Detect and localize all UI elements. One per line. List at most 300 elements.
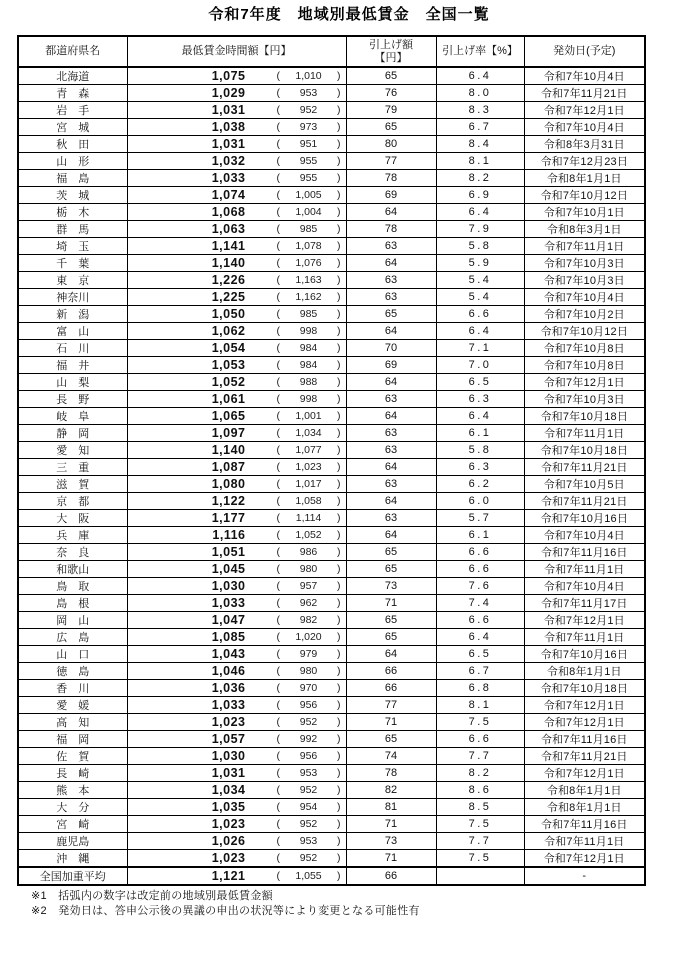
paren-close: ): [337, 291, 341, 303]
wage-cell: [127, 697, 346, 714]
effective-date-cell: 令和7年10月18日: [524, 680, 645, 697]
paren-open: (: [276, 172, 280, 184]
rate-cell: 7.5: [436, 850, 524, 868]
previous-wage: [277, 733, 341, 745]
wage-amount: 1,023: [211, 817, 246, 831]
previous-wage: [277, 614, 341, 626]
prefecture-cell: 山 梨: [18, 374, 127, 391]
paren-open: (: [276, 87, 280, 99]
increase-cell: 69: [346, 357, 436, 374]
effective-date-cell: 令和8年1月1日: [524, 782, 645, 799]
previous-wage: [277, 138, 341, 150]
paren-open: (: [276, 648, 280, 660]
increase-cell: 78: [346, 765, 436, 782]
effective-date-cell: 令和7年11月1日: [524, 425, 645, 442]
table-row: [18, 697, 645, 714]
increase-cell: 77: [346, 697, 436, 714]
table-row: [18, 612, 645, 629]
effective-date-cell: 令和7年10月5日: [524, 476, 645, 493]
prefecture-cell: 高 知: [18, 714, 127, 731]
previous-wage-value: 1,004: [295, 206, 322, 218]
paren-close: ): [337, 274, 341, 286]
previous-wage: [277, 716, 341, 728]
paren-close: ): [337, 529, 341, 541]
previous-wage: [277, 121, 341, 133]
effective-date-cell: 令和7年12月1日: [524, 612, 645, 629]
wage-amount: 1,033: [211, 596, 246, 610]
paren-open: (: [276, 784, 280, 796]
paren-close: ): [337, 427, 341, 439]
rate-cell: 5.4: [436, 289, 524, 306]
prefecture-cell: 和歌山: [18, 561, 127, 578]
prefecture-cell: 福 岡: [18, 731, 127, 748]
rate-cell: 6.3: [436, 459, 524, 476]
previous-wage: [277, 427, 341, 439]
rate-cell: 6.1: [436, 425, 524, 442]
previous-wage-value: 955: [299, 172, 318, 184]
table-row: [18, 714, 645, 731]
prefecture-cell: 東 京: [18, 272, 127, 289]
paren-close: ): [337, 342, 341, 354]
effective-date-cell: 令和7年12月1日: [524, 374, 645, 391]
wage-cell: [127, 833, 346, 850]
increase-cell: 69: [346, 187, 436, 204]
paren-close: ): [337, 444, 341, 456]
effective-date-cell: 令和7年11月21日: [524, 459, 645, 476]
paren-close: ): [337, 308, 341, 320]
wage-cell: [127, 765, 346, 782]
increase-cell: 64: [346, 408, 436, 425]
increase-cell: 71: [346, 850, 436, 868]
paren-close: ): [337, 495, 341, 507]
paren-open: (: [276, 291, 280, 303]
previous-wage-value: 955: [299, 155, 318, 167]
previous-wage: [277, 580, 341, 592]
previous-wage: [277, 393, 341, 405]
paren-close: ): [337, 461, 341, 473]
header-increase-line2: 【円】: [374, 51, 408, 64]
prefecture-cell: 神奈川: [18, 289, 127, 306]
prefecture-cell: 秋 田: [18, 136, 127, 153]
paren-close: ): [337, 801, 341, 813]
paren-open: (: [276, 257, 280, 269]
previous-wage: [277, 648, 341, 660]
effective-date-cell: 令和7年12月23日: [524, 153, 645, 170]
wage-cell: [127, 170, 346, 187]
table-row: [18, 663, 645, 680]
table-row: [18, 748, 645, 765]
rate-cell: 6.4: [436, 629, 524, 646]
wage-amount: 1,036: [211, 681, 246, 695]
wage-cell: [127, 119, 346, 136]
paren-close: ): [337, 325, 341, 337]
wage-amount: 1,034: [211, 783, 246, 797]
wage-cell: [127, 714, 346, 731]
previous-wage: [277, 325, 341, 337]
prefecture-cell: 愛 媛: [18, 697, 127, 714]
wage-cell: [127, 204, 346, 221]
table-row: [18, 255, 645, 272]
previous-wage: [277, 512, 341, 524]
rate-cell: 8.1: [436, 697, 524, 714]
previous-wage-value: 1,017: [295, 478, 322, 490]
previous-wage-value: 979: [299, 648, 318, 660]
effective-date-cell: 令和7年11月1日: [524, 833, 645, 850]
wage-amount: 1,052: [211, 375, 246, 389]
rate-cell: 7.4: [436, 595, 524, 612]
table-row: [18, 561, 645, 578]
wage-cell: [127, 425, 346, 442]
previous-wage: [277, 376, 341, 388]
rate-cell: 5.7: [436, 510, 524, 527]
effective-date-cell: 令和7年10月4日: [524, 67, 645, 85]
previous-wage: [277, 563, 341, 575]
header-increase-line1: 引上げ額: [369, 38, 413, 51]
rate-cell: 5.8: [436, 238, 524, 255]
rate-cell: 8.1: [436, 153, 524, 170]
wage-amount: 1,087: [211, 460, 246, 474]
previous-wage-value: 956: [299, 750, 318, 762]
wage-cell: [127, 867, 346, 885]
previous-wage-value: 957: [299, 580, 318, 592]
increase-cell: 71: [346, 714, 436, 731]
rate-cell: 6.6: [436, 544, 524, 561]
wage-amount: 1,033: [211, 698, 246, 712]
wage-amount: 1,035: [211, 800, 246, 814]
wage-amount: 1,051: [211, 545, 246, 559]
previous-wage: [277, 223, 341, 235]
rate-cell: 6.7: [436, 663, 524, 680]
table-row: [18, 85, 645, 102]
wage-amount: 1,026: [211, 834, 246, 848]
paren-open: (: [276, 393, 280, 405]
paren-open: (: [276, 529, 280, 541]
paren-open: (: [276, 240, 280, 252]
wage-cell: [127, 102, 346, 119]
increase-cell: 73: [346, 578, 436, 595]
paren-close: ): [337, 597, 341, 609]
effective-date-cell: 令和8年1月1日: [524, 170, 645, 187]
rate-cell: 8.5: [436, 799, 524, 816]
paren-close: ): [337, 648, 341, 660]
prefecture-cell: 徳 島: [18, 663, 127, 680]
wage-amount: 1,047: [211, 613, 246, 627]
wage-amount: 1,062: [211, 324, 246, 338]
previous-wage: [277, 818, 341, 830]
table-row: [18, 408, 645, 425]
prefecture-cell: 新 潟: [18, 306, 127, 323]
previous-wage: [277, 172, 341, 184]
prefecture-cell: 埼 玉: [18, 238, 127, 255]
previous-wage: [277, 546, 341, 558]
paren-close: ): [337, 682, 341, 694]
table-row: [18, 289, 645, 306]
rate-cell: 6.8: [436, 680, 524, 697]
previous-wage-value: 954: [299, 801, 318, 813]
minimum-wage-table: [17, 35, 646, 886]
table-row: [18, 646, 645, 663]
wage-amount: 1,225: [211, 290, 246, 304]
effective-date-cell: 令和7年10月8日: [524, 357, 645, 374]
paren-open: (: [276, 427, 280, 439]
effective-date-cell: 令和7年12月1日: [524, 102, 645, 119]
wage-amount: 1,031: [211, 766, 246, 780]
rate-cell: 6.9: [436, 187, 524, 204]
table-row: [18, 680, 645, 697]
increase-cell: 76: [346, 85, 436, 102]
prefecture-cell: 群 馬: [18, 221, 127, 238]
paren-open: (: [276, 801, 280, 813]
prefecture-cell: 富 山: [18, 323, 127, 340]
paren-close: ): [337, 189, 341, 201]
effective-date-cell: 令和8年3月31日: [524, 136, 645, 153]
previous-wage: [277, 87, 341, 99]
paren-open: (: [276, 852, 280, 864]
rate-cell: 7.9: [436, 221, 524, 238]
previous-wage: [277, 410, 341, 422]
wage-cell: [127, 306, 346, 323]
prefecture-cell: 沖 縄: [18, 850, 127, 868]
paren-open: (: [276, 767, 280, 779]
rate-cell: 6.6: [436, 612, 524, 629]
paren-close: ): [337, 699, 341, 711]
prefecture-cell: 佐 賀: [18, 748, 127, 765]
increase-cell: 63: [346, 289, 436, 306]
wage-cell: [127, 731, 346, 748]
table-row: [18, 153, 645, 170]
wage-amount: 1,032: [211, 154, 246, 168]
paren-open: (: [276, 70, 280, 82]
previous-wage-value: 973: [299, 121, 318, 133]
prefecture-cell: 茨 城: [18, 187, 127, 204]
wage-amount: 1,031: [211, 137, 246, 151]
rate-cell: 6.4: [436, 204, 524, 221]
paren-open: (: [276, 597, 280, 609]
wage-amount: 1,050: [211, 307, 246, 321]
wage-cell: [127, 442, 346, 459]
prefecture-cell: 岩 手: [18, 102, 127, 119]
prefecture-cell: 北海道: [18, 67, 127, 85]
increase-cell: 66: [346, 663, 436, 680]
effective-date-cell: 令和7年10月3日: [524, 272, 645, 289]
table-row: [18, 204, 645, 221]
previous-wage-value: 1,055: [295, 870, 322, 882]
previous-wage: [277, 682, 341, 694]
wage-cell: [127, 595, 346, 612]
previous-wage-value: 962: [299, 597, 318, 609]
increase-cell: 65: [346, 731, 436, 748]
effective-date-cell: 令和7年11月21日: [524, 748, 645, 765]
wage-amount: 1,033: [211, 171, 246, 185]
wage-amount: 1,061: [211, 392, 246, 406]
paren-close: ): [337, 512, 341, 524]
previous-wage: [277, 665, 341, 677]
wage-amount: 1,075: [211, 69, 246, 83]
increase-cell: 81: [346, 799, 436, 816]
table-row: [18, 306, 645, 323]
effective-date-cell: 令和7年10月12日: [524, 187, 645, 204]
effective-date-cell: 令和7年10月16日: [524, 646, 645, 663]
rate-cell: 6.3: [436, 391, 524, 408]
increase-cell: 66: [346, 867, 436, 885]
increase-cell: 65: [346, 67, 436, 85]
paren-open: (: [276, 818, 280, 830]
table-row: [18, 765, 645, 782]
rate-cell: 6.6: [436, 561, 524, 578]
header-row: [18, 36, 645, 67]
prefecture-cell: 長 野: [18, 391, 127, 408]
paren-open: (: [276, 359, 280, 371]
wage-amount: 1,141: [211, 239, 246, 253]
previous-wage-value: 986: [299, 546, 318, 558]
paren-close: ): [337, 835, 341, 847]
table-row: [18, 544, 645, 561]
paren-open: (: [276, 870, 280, 882]
previous-wage-value: 982: [299, 614, 318, 626]
previous-wage-value: 985: [299, 223, 318, 235]
wage-amount: 1,226: [211, 273, 246, 287]
paren-close: ): [337, 870, 341, 882]
paren-close: ): [337, 580, 341, 592]
previous-wage-value: 952: [299, 852, 318, 864]
previous-wage-value: 988: [299, 376, 318, 388]
table-row: [18, 731, 645, 748]
rate-cell: 7.5: [436, 816, 524, 833]
wage-amount: 1,085: [211, 630, 246, 644]
increase-cell: 65: [346, 119, 436, 136]
wage-amount: 1,023: [211, 715, 246, 729]
previous-wage: [277, 750, 341, 762]
table-row: [18, 595, 645, 612]
increase-cell: 64: [346, 646, 436, 663]
previous-wage-value: 998: [299, 393, 318, 405]
wage-amount: 1,046: [211, 664, 246, 678]
wage-cell: [127, 238, 346, 255]
wage-amount: 1,063: [211, 222, 246, 236]
table-row: [18, 476, 645, 493]
paren-close: ): [337, 359, 341, 371]
wage-amount: 1,054: [211, 341, 246, 355]
paren-open: (: [276, 546, 280, 558]
increase-cell: 64: [346, 255, 436, 272]
rate-cell: 7.7: [436, 748, 524, 765]
previous-wage-value: 1,076: [295, 257, 322, 269]
previous-wage: [277, 835, 341, 847]
effective-date-cell: 令和8年1月1日: [524, 663, 645, 680]
table-row: [18, 527, 645, 544]
increase-cell: 65: [346, 629, 436, 646]
table-row: [18, 442, 645, 459]
previous-wage: [277, 342, 341, 354]
prefecture-cell: 栃 木: [18, 204, 127, 221]
wage-amount: 1,121: [211, 869, 246, 883]
previous-wage: [277, 257, 341, 269]
prefecture-cell: 石 川: [18, 340, 127, 357]
effective-date-cell: 令和7年10月18日: [524, 408, 645, 425]
table-row: [18, 221, 645, 238]
increase-cell: 71: [346, 816, 436, 833]
paren-open: (: [276, 206, 280, 218]
paren-open: (: [276, 478, 280, 490]
wage-amount: 1,068: [211, 205, 246, 219]
previous-wage-value: 956: [299, 699, 318, 711]
header-prefecture: 都道府県名: [18, 36, 127, 67]
increase-cell: 82: [346, 782, 436, 799]
previous-wage-value: 1,052: [295, 529, 322, 541]
table-row: [18, 170, 645, 187]
paren-close: ): [337, 546, 341, 558]
paren-open: (: [276, 461, 280, 473]
increase-cell: 70: [346, 340, 436, 357]
wage-cell: [127, 357, 346, 374]
prefecture-cell: 愛 知: [18, 442, 127, 459]
header-wage: 最低賃金時間額【円】: [127, 36, 346, 67]
previous-wage-value: 952: [299, 784, 318, 796]
previous-wage-value: 1,001: [295, 410, 322, 422]
wage-amount: 1,031: [211, 103, 246, 117]
previous-wage-value: 985: [299, 308, 318, 320]
effective-date-cell: 令和7年10月4日: [524, 578, 645, 595]
prefecture-cell: 兵 庫: [18, 527, 127, 544]
wage-cell: [127, 374, 346, 391]
paren-open: (: [276, 716, 280, 728]
table-row: [18, 629, 645, 646]
effective-date-cell: 令和7年10月18日: [524, 442, 645, 459]
wage-cell: [127, 612, 346, 629]
paren-close: ): [337, 138, 341, 150]
rate-cell: 6.4: [436, 323, 524, 340]
effective-date-cell: 令和7年10月4日: [524, 289, 645, 306]
previous-wage-value: 984: [299, 359, 318, 371]
increase-cell: 65: [346, 306, 436, 323]
increase-cell: 63: [346, 476, 436, 493]
rate-cell: 5.8: [436, 442, 524, 459]
increase-cell: 63: [346, 238, 436, 255]
wage-cell: [127, 578, 346, 595]
table-row: [18, 119, 645, 136]
previous-wage: [277, 70, 341, 82]
rate-cell: 7.1: [436, 340, 524, 357]
prefecture-cell: 全国加重平均: [18, 867, 127, 885]
paren-open: (: [276, 223, 280, 235]
paren-open: (: [276, 410, 280, 422]
previous-wage-value: 953: [299, 835, 318, 847]
previous-wage: [277, 784, 341, 796]
previous-wage: [277, 240, 341, 252]
effective-date-cell: 令和7年10月4日: [524, 527, 645, 544]
wage-cell: [127, 255, 346, 272]
previous-wage: [277, 699, 341, 711]
prefecture-cell: 熊 本: [18, 782, 127, 799]
paren-open: (: [276, 495, 280, 507]
paren-open: (: [276, 512, 280, 524]
previous-wage-value: 1,078: [295, 240, 322, 252]
paren-close: ): [337, 257, 341, 269]
increase-cell: 64: [346, 459, 436, 476]
effective-date-cell: 令和7年11月17日: [524, 595, 645, 612]
wage-cell: [127, 408, 346, 425]
increase-cell: 78: [346, 221, 436, 238]
wage-amount: 1,080: [211, 477, 246, 491]
rate-cell: 6.0: [436, 493, 524, 510]
paren-close: ): [337, 121, 341, 133]
previous-wage: [277, 291, 341, 303]
rate-cell: 8.0: [436, 85, 524, 102]
previous-wage: [277, 308, 341, 320]
increase-cell: 79: [346, 102, 436, 119]
increase-cell: 63: [346, 391, 436, 408]
paren-open: (: [276, 274, 280, 286]
